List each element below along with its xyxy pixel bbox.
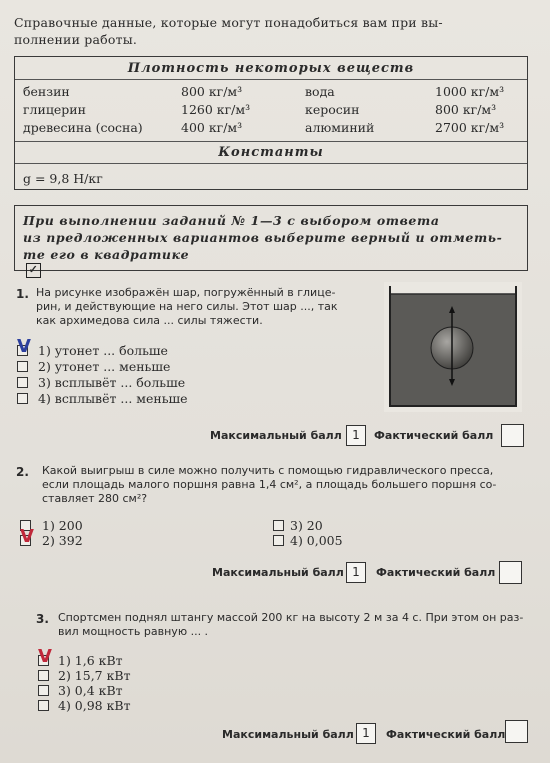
question-text — [58, 611, 523, 639]
answer-checkbox[interactable] — [38, 685, 49, 696]
question-text — [42, 464, 496, 506]
handwritten-check-mark: V — [20, 526, 34, 547]
score-row — [0, 424, 550, 450]
actual-score-field[interactable] — [499, 561, 522, 584]
substance-density: 1260 кг/м³ — [181, 102, 251, 117]
density-title: Плотность некоторых веществ — [127, 61, 415, 76]
question-text-line: рин, и действующие на него силы. Этот шар ..., так — [36, 300, 338, 313]
instruction-box — [14, 205, 528, 276]
answer-checkbox[interactable] — [17, 377, 28, 388]
answer-checkbox[interactable] — [17, 361, 28, 372]
divider — [15, 79, 527, 80]
substance-density: 1000 кг/м³ — [435, 84, 505, 99]
answer-option[interactable]: 3) всплывёт ... больше — [38, 375, 186, 390]
question-text-line: как архимедова сила ... силы тяжести. — [36, 314, 263, 327]
substance-density: 2700 кг/м³ — [435, 120, 505, 135]
handwritten-check-mark: V — [17, 336, 31, 357]
instruction-line-1: При выполнении заданий № 1—3 с выбором ответа — [23, 213, 440, 228]
instruction-line-2: из предложенных вариантов выберите верный и отметь- — [23, 230, 503, 245]
answer-option[interactable]: 3) 20 — [290, 518, 323, 533]
checkmark-icon: ✓ — [26, 263, 41, 278]
answer-option[interactable]: 2) утонет ... меньше — [38, 359, 171, 374]
max-score-value: 1 — [356, 723, 376, 744]
answer-checkbox[interactable] — [273, 535, 284, 546]
question-text-line: вил мощность равную ... . — [58, 625, 209, 638]
answer-option[interactable]: 1) 1,6 кВт — [58, 653, 123, 668]
max-score-value: 1 — [346, 425, 366, 446]
density-row — [15, 102, 527, 120]
question-text — [36, 286, 338, 328]
actual-score-label: Фактический балл — [386, 728, 506, 741]
glycerin-vessel-figure — [384, 282, 522, 412]
substance-name: древесина (сосна) — [23, 120, 143, 135]
actual-score-field[interactable] — [505, 720, 528, 743]
reference-table — [14, 56, 528, 190]
instruction-text: те его в квадратике — [23, 247, 190, 262]
constants-title: Константы — [218, 145, 324, 160]
intro-text — [14, 14, 534, 48]
max-score-label: Максимальный балл — [212, 566, 344, 579]
score-row — [0, 720, 550, 748]
actual-score-field[interactable] — [501, 424, 524, 447]
intro-line-1: Справочные данные, которые могут понадобиться вам при вы- — [14, 15, 443, 30]
substance-density: 800 кг/м³ — [181, 84, 243, 99]
question-number: 3. — [36, 612, 49, 626]
substance-name: бензин — [23, 84, 70, 99]
answer-option[interactable]: 4) 0,98 кВт — [58, 698, 131, 713]
max-score-value: 1 — [346, 562, 366, 583]
substance-name: алюминий — [305, 120, 375, 135]
answer-checkbox[interactable] — [273, 520, 284, 531]
handwritten-check-mark: V — [38, 646, 52, 667]
substance-density: 400 кг/м³ — [181, 120, 243, 135]
actual-score-label: Фактический балл — [374, 429, 494, 442]
substance-name: вода — [305, 84, 335, 99]
question-number: 1. — [16, 287, 29, 301]
answer-option[interactable]: 3) 0,4 кВт — [58, 683, 123, 698]
max-score-label: Максимальный балл — [222, 728, 354, 741]
question-number: 2. — [16, 465, 29, 479]
instruction-line-3 — [23, 246, 519, 278]
question-text-line: Спортсмен поднял штангу массой 200 кг на высоту 2 м за 4 с. При этом он раз- — [58, 611, 524, 624]
question-text-line: На рисунке изображён шар, погружённый в глице- — [36, 286, 336, 299]
answer-checkbox[interactable] — [38, 700, 49, 711]
gravity-constant: g = 9,8 Н/кг — [23, 171, 103, 186]
intro-line-2: полнении работы. — [14, 32, 138, 47]
answer-option[interactable]: 4) всплывёт ... меньше — [38, 391, 188, 406]
max-score-label: Максимальный балл — [210, 429, 342, 442]
substance-name: глицерин — [23, 102, 86, 117]
answer-option[interactable]: 1) 200 — [42, 518, 83, 533]
density-row — [15, 120, 527, 138]
question-text-line: если площадь малого поршня равна 1,4 см², а площадь большего поршня со- — [42, 478, 497, 491]
answer-option[interactable]: 2) 392 — [42, 533, 83, 548]
density-row — [15, 84, 527, 102]
divider — [15, 163, 527, 164]
question-text-line: ставляет 280 см²? — [42, 492, 148, 505]
answer-option[interactable]: 1) утонет ... больше — [38, 343, 168, 358]
actual-score-label: Фактический балл — [376, 566, 496, 579]
substance-density: 800 кг/м³ — [435, 102, 497, 117]
question-text-line: Какой выигрыш в силе можно получить с помощью гидравлического пресса, — [42, 464, 494, 477]
answer-option[interactable]: 4) 0,005 — [290, 533, 343, 548]
answer-checkbox[interactable] — [17, 393, 28, 404]
score-row — [0, 560, 550, 586]
answer-checkbox[interactable] — [38, 670, 49, 681]
answer-option[interactable]: 2) 15,7 кВт — [58, 668, 131, 683]
divider — [15, 141, 527, 142]
substance-name: керосин — [305, 102, 360, 117]
